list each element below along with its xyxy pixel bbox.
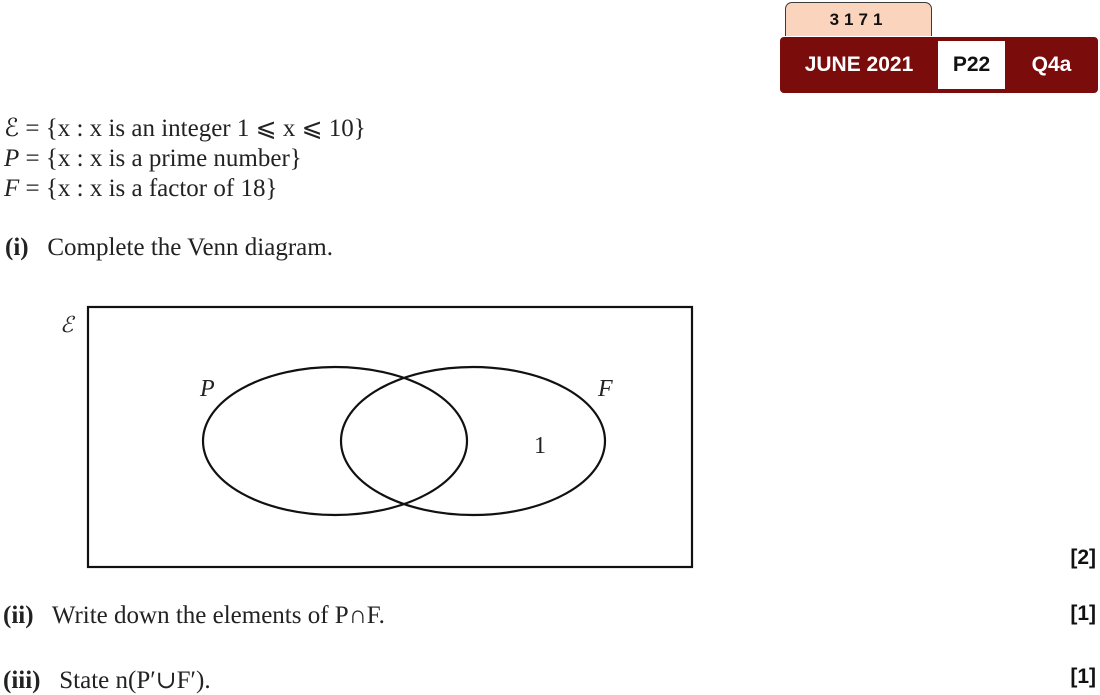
universal-definition-text: = {x : x is an integer 1 ⩽ x ⩽ 10} <box>19 115 366 142</box>
exam-info-bar <box>780 37 1098 93</box>
question-label: Q4a <box>1031 53 1072 76</box>
part-iii-number: (iii) <box>3 667 41 694</box>
session-label: JUNE 2021 <box>804 53 914 76</box>
question-part-iii <box>3 665 211 695</box>
part-iii-text: State n(P′∪F′). <box>59 667 211 694</box>
set-p-symbol: P <box>4 145 20 172</box>
part-iii-marks: [1] <box>1070 665 1096 688</box>
part-ii-number: (ii) <box>3 602 34 629</box>
set-f-label: F <box>598 376 613 402</box>
question-part-ii <box>3 602 385 630</box>
set-p-definition <box>4 144 302 174</box>
part-ii-text: Write down the elements of P∩F. <box>51 602 385 629</box>
part-ii-marks: [1] <box>1070 602 1096 625</box>
paper-code-tab <box>785 2 932 36</box>
paper-label: P22 <box>938 41 1005 89</box>
set-p-circle <box>203 367 467 515</box>
set-f-definition-text: = {x : x is a factor of 18} <box>19 175 278 202</box>
universal-symbol: ℰ <box>4 115 20 142</box>
set-f-circle <box>341 367 605 515</box>
part-i-number: (i) <box>5 234 29 261</box>
part-i-text: Complete the Venn diagram. <box>47 234 333 261</box>
universal-set-definition <box>4 114 366 144</box>
set-p-definition-text: = {x : x is a prime number} <box>19 145 302 172</box>
venn-diagram <box>0 295 720 585</box>
paper-code: 3171 <box>829 9 888 29</box>
question-part-i <box>5 234 333 262</box>
f-only-element: 1 <box>534 433 546 459</box>
set-f-symbol: F <box>4 175 20 202</box>
part-i-marks: [2] <box>1070 546 1096 569</box>
universal-set-rectangle <box>88 307 692 567</box>
set-p-label: P <box>200 376 215 402</box>
set-f-definition <box>4 174 277 204</box>
universal-set-label: ℰ <box>60 313 74 338</box>
